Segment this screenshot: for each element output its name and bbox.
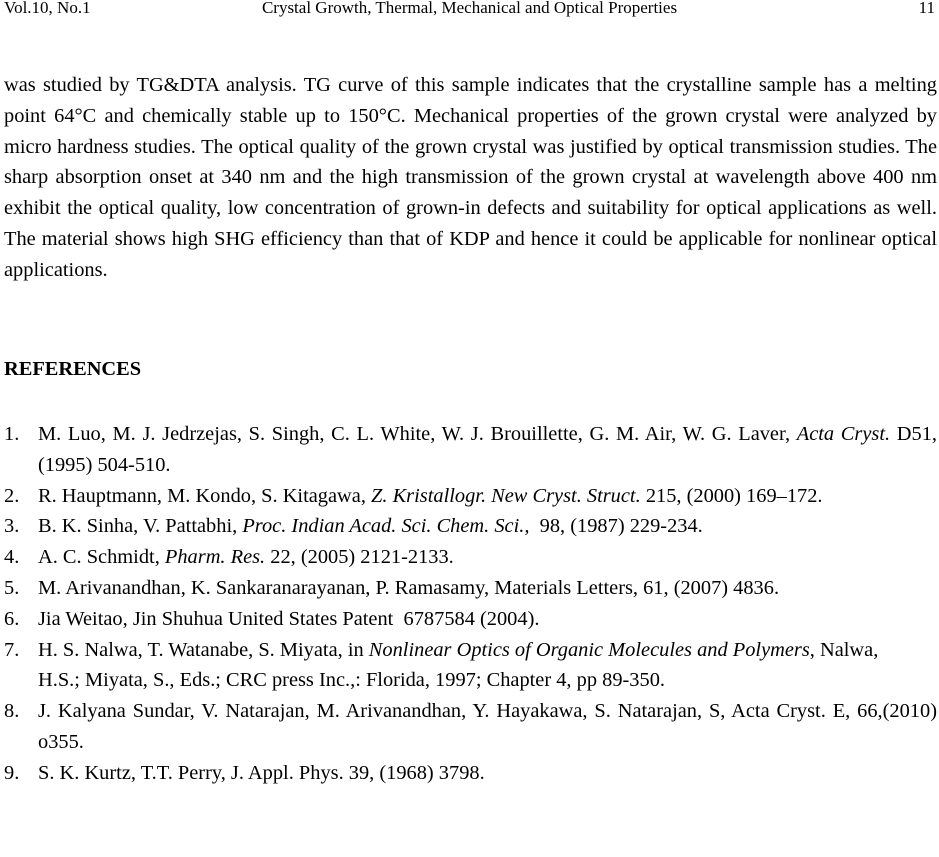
reference-authors: A. C. Schmidt,: [38, 546, 160, 569]
reference-text: S. K. Kurtz, T.T. Perry, J. Appl. Phys. 39, (1968) 3798.: [38, 761, 485, 784]
references-heading: REFERENCES: [4, 358, 142, 380]
reference-details: D51, (1995) 504-510.: [38, 423, 937, 476]
reference-item-1: [4, 419, 937, 481]
reference-number: 7.: [4, 638, 20, 661]
reference-number: 3.: [4, 515, 20, 538]
conclusion-paragraph: was studied by TG&DTA analysis. TG curve of this sample indicates that the crystalline sample has a melting point 64°C and chemically stable up to 150°C. Mechanical properties of the grown crystal were analyzed by micro hardness studies. The optical quality of the grown crystal was justified by optical transmission studies. The sharp absorption onset at 340 nm and the high transmission of the grown crystal at wavelength above 400 nm exhibit the optical quality, low concentration of grown-in defects and suitability for optical applications as well. The material shows high SHG efficiency than that of KDP and hence it could be applicable for nonlinear optical applications.: [4, 74, 937, 281]
reference-number: 2.: [4, 484, 20, 507]
reference-item-7: [4, 635, 937, 697]
reference-number: 5.: [4, 576, 20, 599]
page-number: 11: [918, 0, 935, 17]
reference-details: 215, (2000) 169–172.: [645, 484, 823, 507]
volume-label: Vol.10, No.1: [4, 0, 91, 17]
reference-authors: H. S. Nalwa, T. Watanabe, S. Miyata, in: [38, 638, 364, 661]
reference-book-title: Nonlinear Optics of Organic Molecules and Polymers: [368, 638, 810, 661]
reference-item-3: [4, 511, 937, 542]
reference-journal: Z. Kristallogr. New Cryst. Struct.: [371, 484, 641, 507]
reference-number: 9.: [4, 761, 20, 784]
reference-item-2: [4, 481, 937, 512]
reference-item-6: [4, 604, 937, 635]
reference-details: 22, (2005) 2121-2133.: [270, 546, 454, 569]
reference-text: M. Arivanandhan, K. Sankaranarayanan, P. Ramasamy, Materials Letters, 61, (2007) 4836.: [38, 576, 780, 599]
reference-details: 98, (1987) 229-234.: [539, 515, 703, 538]
reference-authors: R. Hauptmann, M. Kondo, S. Kitagawa,: [38, 484, 366, 507]
reference-journal: Proc. Indian Acad. Sci. Chem. Sci.,: [242, 515, 530, 538]
reference-number: 4.: [4, 546, 20, 569]
reference-list: [4, 419, 937, 789]
reference-text: Jia Weitao, Jin Shuhua United States Patent 6787584 (2004).: [38, 607, 540, 630]
reference-item-4: [4, 542, 937, 573]
reference-journal: Acta Cryst.: [796, 423, 891, 445]
reference-number: 8.: [4, 700, 20, 723]
reference-item-5: [4, 573, 937, 604]
running-title: Crystal Growth, Thermal, Mechanical and Optical Properties: [261, 0, 678, 17]
reference-item-9: [4, 758, 937, 789]
reference-number: 1.: [4, 423, 20, 445]
reference-authors: M. Luo, M. J. Jedrzejas, S. Singh, C. L. White, W. J. Brouillette, G. M. Air, W. G. Laver,: [38, 423, 791, 445]
running-header: [0, 0, 939, 26]
reference-details: , Nalwa, H.S.; Miyata, S., Eds.; CRC press Inc.,: Florida, 1997; Chapter 4, pp 89-350.: [38, 638, 879, 692]
reference-authors: B. K. Sinha, V. Pattabhi,: [38, 515, 238, 538]
reference-number: 6.: [4, 607, 20, 630]
reference-text: J. Kalyana Sundar, V. Natarajan, M. Arivanandhan, Y. Hayakawa, S. Natarajan, S, Acta Cryst. E, 66,(2010) o355.: [38, 700, 937, 753]
reference-item-8: [4, 696, 937, 758]
reference-journal: Pharm. Res.: [164, 546, 266, 569]
